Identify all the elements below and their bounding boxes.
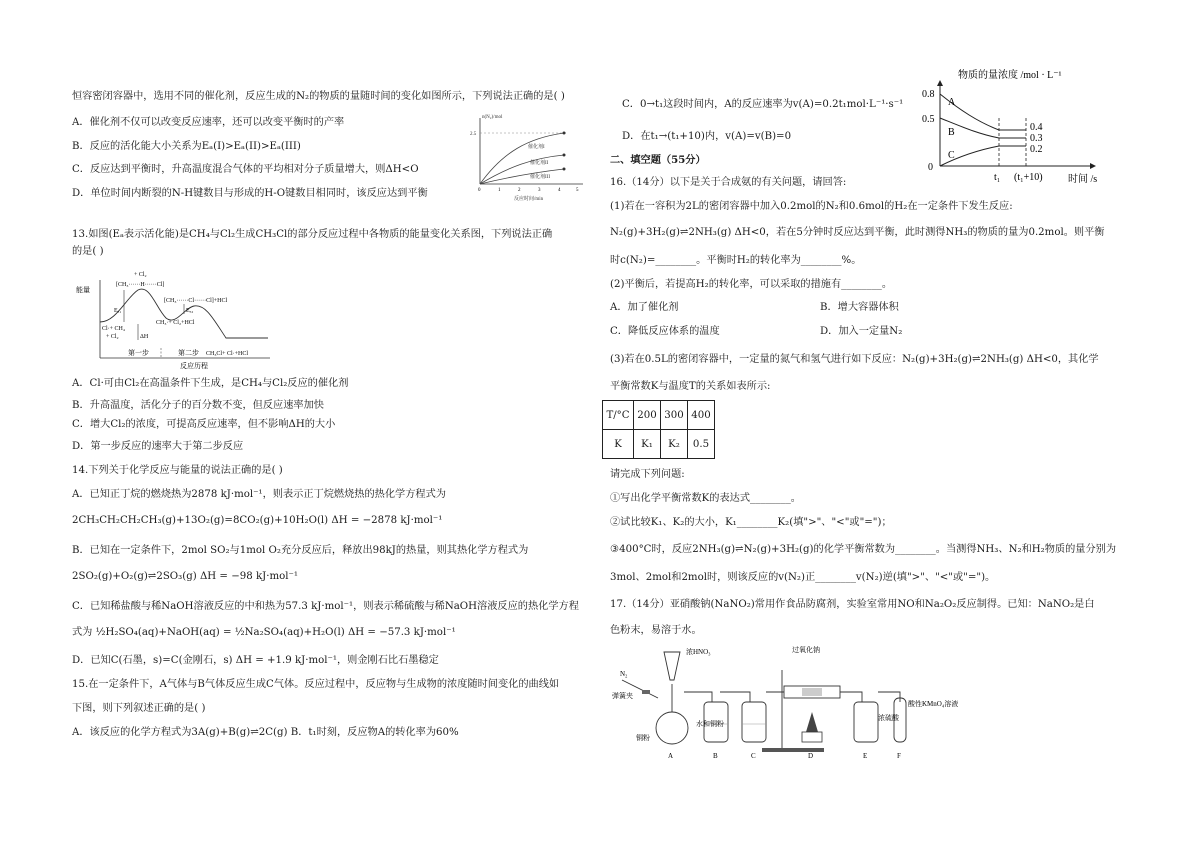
q13-dh: ΔH: [140, 334, 149, 340]
q13-stem-line2: 的是( ): [72, 246, 104, 257]
q15-option-c: C．0→t₁这段时间内，A的反应速率为v(A)=0.2t₁mol·L⁻¹·s⁻¹: [622, 99, 904, 110]
q14-option-d: D．已知C(石墨，s)=C(金刚石，s) ΔH = +1.9 kJ·mol⁻¹，则金刚石比石墨稳定: [72, 655, 439, 666]
q17-apparatus-diagram: [612, 640, 959, 760]
q16-option-d: D．加入一定量N₂: [820, 326, 903, 337]
table-cell: 200: [634, 401, 661, 430]
q16-option-c: C．降低反应体系的温度: [610, 326, 720, 337]
q13-option-b: B．升高温度，活化分子的百分数不变，但反应速率加快: [72, 400, 324, 411]
q15-option-d: D．在t₁→(t₁+10)内，v(A)=v(B)=0: [622, 131, 792, 142]
q13-stem-line1: 13.如图(Eₐ表示活化能)是CH₄与Cl₂生成CH₃Cl的部分反应过程中各物质的能量变化关系图，下列说法正确: [72, 229, 553, 240]
q15-ytick-05: 0.5: [922, 114, 935, 125]
apparatus-letter-d: D: [808, 752, 814, 760]
q12-option-a: A．催化剂不仅可以改变反应速率，还可以改变平衡时的产率: [72, 117, 345, 128]
q12-xtick-2: 2: [518, 188, 521, 193]
table-cell: 400: [688, 401, 715, 430]
q14-option-b-line1: B．已知在一定条件下，2mol SO₂与1mol O₂充分反应后，释放出98kJ的热量，则其热化学方程式为: [72, 545, 529, 556]
k-temperature-table: [602, 400, 715, 459]
q16-sub1: ①写出化学平衡常数K的表达式________。: [610, 493, 801, 504]
q15-options-ab: A．该反应的化学方程式为3A(g)+B(g)⇌2C(g) B．t₁时刻，反应物A的转化率为60%: [72, 727, 459, 738]
q12-xtick-5: 5: [576, 188, 579, 193]
q16-part1: (1)若在一容积为2L的密闭容器中加入0.2mol的N₂和0.6mol的H₂在一定条件下发生反应:: [610, 201, 1013, 212]
q13-option-c: C．增大Cl₂的浓度，可提高反应速率，但不影响ΔH的大小: [72, 419, 336, 430]
table-cell: 300: [661, 401, 688, 430]
q14-option-c-equation: 式为 ½H₂SO₄(aq)+NaOH(aq) = ½Na₂SO₄(aq)+H₂O(l) ΔH = −57.3 kJ·mol⁻¹: [72, 627, 456, 638]
q15-concentration-graph: [918, 70, 1148, 188]
apparatus-letter-c: C: [751, 752, 756, 760]
q15-ytick-08: 0.8: [922, 89, 935, 100]
apparatus-letter-f: F: [897, 752, 901, 760]
apparatus-letter-e: E: [863, 752, 868, 760]
q12-curve-label-3: 催化剂III: [530, 175, 550, 180]
q13-products: CH₃Cl+ Cl·+HCl: [206, 351, 249, 357]
q16-part1-equation: N₂(g)+3H₂(g)⇌2NH₃(g) ΔH<0，若在5分钟时反应达到平衡，此时测得NH₃的物质的量为0.2mol。则平衡: [610, 227, 1105, 238]
q17-stem-line1: 17.（14分）亚硝酸钠(NaNO₂)常用作食品防腐剂，实验室常用NO和Na₂O₂反应制得。已知：NaNO₂是白: [610, 599, 1095, 610]
q15-xtick-t1: t₁: [994, 172, 1001, 183]
apparatus-letter-b: B: [713, 752, 718, 760]
q12-stem: 恒容密闭容器中，选用不同的催化剂，反应生成的N₂的物质的量随时间的变化如图所示，下列说法正确的是( ): [72, 91, 565, 102]
q13-left-species2: + Cl₂: [106, 334, 119, 340]
q12-xtick-3: 3: [538, 188, 541, 193]
q15-graph-ylabel: 物质的量浓度 /mol · L⁻¹: [958, 70, 1062, 81]
table-row: [603, 401, 715, 430]
apparatus-label-water-cu: 水和铜粉: [696, 720, 724, 728]
q13-mid-species: CH₃·+ Cl₂+HCl: [156, 320, 195, 326]
q16-part2: (2)平衡后，若提高H₂的转化率，可以采取的措施有________。: [610, 279, 893, 290]
table-cell: T/°C: [603, 401, 634, 430]
q15-rtick-04: 0.4: [1030, 122, 1043, 133]
q15-series-a: A: [948, 97, 956, 108]
q16-part3-table-intro: 平衡常数K与温度T的关系如表所示:: [610, 381, 771, 392]
q16-part3: (3)若在0.5L的密闭容器中，一定量的氮气和氢气进行如下反应：N₂(g)+3H₂(g)⇌2NH₃(g) ΔH<0，其化学: [610, 354, 1099, 365]
q15-series-b: B: [948, 127, 955, 138]
q13-ts1-top: + Cl₂: [134, 272, 147, 278]
apparatus-label-n2: N₂: [620, 670, 628, 678]
q13-ts1: [CH₃······H······Cl]: [116, 282, 165, 288]
q16-option-b: B．增大容器体积: [820, 302, 899, 313]
q15-graph-xlabel: 时间 /s: [1068, 174, 1098, 185]
q12-graph-ytick: 2.5: [470, 132, 477, 137]
q15-series-c: C: [948, 150, 955, 161]
q16-part1-blanks: 时c(N₂)=________。平衡时H₂的转化率为________%。: [610, 255, 862, 266]
apparatus-label-conc-acid: 浓硫酸: [878, 714, 899, 722]
apparatus-label-spring-clip: 弹簧夹: [612, 692, 633, 700]
q12-xtick-0: 0: [478, 188, 481, 193]
apparatus-label-cu-powder: 铜粉: [636, 734, 650, 742]
q15-rtick-02: 0.2: [1030, 144, 1043, 155]
q13-step1: 第一步: [128, 349, 149, 357]
apparatus-label-hno3: 浓HNO₃: [686, 648, 711, 656]
q13-ts2: [CH₃······Cl······Cl]+HCl: [164, 298, 228, 304]
table-cell: K: [603, 430, 634, 459]
q13-option-a: A．Cl·可由Cl₂在高温条件下生成，是CH₄与Cl₂反应的催化剂: [72, 378, 349, 389]
apparatus-label-na2o2: 过氧化钠: [792, 646, 820, 654]
q13-left-species: Cl·+ CH₄: [102, 326, 125, 332]
section-fill-in: 二、填空题（55分）: [610, 154, 706, 166]
q13-xlabel: 反应历程: [180, 362, 208, 370]
q16-intro: 16.（14分）以下是关于合成氨的有关问题，请回答:: [610, 177, 847, 188]
q16-option-a: A．加了催化剂: [610, 302, 679, 313]
q13-ea1: Eₐ₁: [114, 308, 122, 314]
table-cell: K₁: [634, 430, 661, 459]
table-cell: 0.5: [688, 430, 715, 459]
q12-curve-label-2: 催化剂II: [530, 161, 549, 166]
q12-option-d: D．单位时间内断裂的N-H键数目与形成的H-O键数目相同时，该反应达到平衡: [72, 188, 428, 199]
q14-option-a-line1: A．已知正丁烷的燃烧热为2878 kJ·mol⁻¹，则表示正丁烷燃烧热的热化学方程式为: [72, 489, 446, 500]
table-cell: K₂: [661, 430, 688, 459]
q12-graph-ylabel: n(N₂)/mol: [482, 115, 503, 120]
q15-xtick-t1plus10: (t₁+10): [1014, 172, 1043, 183]
q12-option-c: C．反应达到平衡时，升高温度混合气体的平均相对分子质量增大，则ΔH<O: [72, 164, 419, 175]
q12-catalyst-graph: [468, 112, 588, 202]
q16-sub3-line1: ③400°C时，反应2NH₃(g)⇌N₂(g)+3H₂(g)的化学平衡常数为________。当测得NH₃、N₂和H₂物质的量分别为: [610, 544, 1117, 555]
q12-graph-xlabel: 反应时间/min: [514, 197, 544, 202]
q15-stem-line2: 下图，则下列叙述正确的是( ): [72, 703, 206, 714]
q16-subquestions-intro: 请完成下列问题:: [610, 469, 685, 480]
q12-option-b: B．反应的活化能大小关系为Eₐ(I)>Eₐ(II)>Eₐ(III): [72, 141, 301, 152]
q14-option-a-equation: 2CH₃CH₂CH₂CH₃(g)+13O₂(g)=8CO₂(g)+10H₂O(l) ΔH = −2878 kJ·mol⁻¹: [72, 515, 443, 526]
q12-xtick-4: 4: [558, 188, 561, 193]
q17-stem-line2: 色粉末，易溶于水。: [610, 625, 702, 636]
q12-curve-label-1: 催化剂I: [528, 145, 545, 150]
q15-ytick-0: 0: [928, 162, 933, 173]
q13-option-d: D．第一步反应的速率大于第二步反应: [72, 441, 244, 452]
q15-rtick-03: 0.3: [1030, 133, 1043, 144]
q13-ylabel: 能量: [76, 286, 90, 294]
q13-step2: 第二步: [178, 349, 199, 357]
apparatus-letter-a: A: [668, 752, 674, 760]
q12-xtick-1: 1: [498, 188, 501, 193]
q14-option-c-line1: C．已知稀盐酸与稀NaOH溶液反应的中和热为57.3 kJ·mol⁻¹，则表示稀硫酸与稀NaOH溶液反应的热化学方程: [72, 601, 579, 612]
table-row: [603, 430, 715, 459]
q13-ea2: Eₐ₂: [186, 308, 194, 314]
q13-energy-diagram: [76, 268, 272, 372]
q16-sub2: ②试比较K₁、K₂的大小，K₁________K₂(填">"、"<"或"=")；: [610, 517, 892, 528]
q16-sub3-line2: 3mol、2mol和2mol时，则该反应的v(N₂)正________v(N₂)逆(填">"、"<"或"=")。: [610, 572, 996, 583]
q14-option-b-equation: 2SO₂(g)+O₂(g)⇌2SO₃(g) ΔH = −98 kJ·mol⁻¹: [72, 571, 298, 582]
q15-stem-line1: 15.在一定条件下，A气体与B气体反应生成C气体。反应过程中，反应物与生成物的浓度随时间变化的曲线如: [72, 679, 560, 690]
q14-stem: 14.下列关于化学反应与能量的说法正确的是( ): [72, 465, 283, 476]
apparatus-label-kmno4: 酸性KMnO₄溶液: [908, 700, 959, 708]
